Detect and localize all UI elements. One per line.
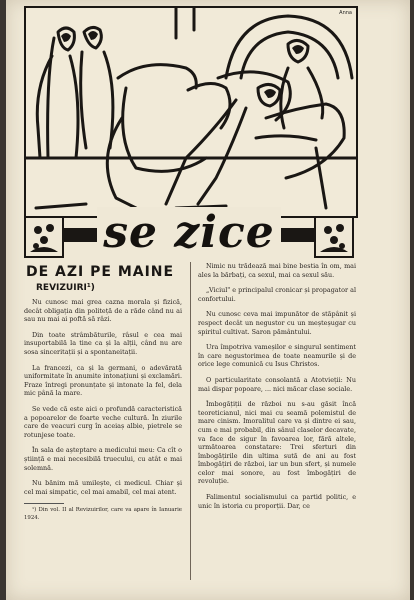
- article-subtitle: REVIZUIRI¹): [36, 283, 95, 293]
- paragraph: O particularitate consolantă a Atotvieții: Nu mai dispar popoare, ... nici măcar clase sociale.: [198, 375, 356, 393]
- section-masthead: [22, 207, 356, 258]
- paragraph: Falimentul socialismului ca partid politic, e unic în istoria cu proporții. Dar, ce: [198, 493, 356, 510]
- paragraph: La francezi, ca și la germani, o adevărată uniformitate în anumite intonațiuni și exclamări. Fraze întregi pronunțate și intonate la fel, dela mic până la mare.: [24, 363, 182, 398]
- paragraph: „Viciul" e principalul cronicar și propagator al confortului.: [198, 286, 356, 303]
- article-title: DE AZI PE MAINE: [26, 264, 175, 280]
- paragraph: Se vede că este aici o profundă caracteristică a popoarelor de foarte veche cultură. În ziurile care de veacuri curg în aceiaș albie, pietrele se rotunjese toate.: [24, 404, 182, 439]
- magazine-page: [6, 0, 410, 600]
- section-title: se zice: [66, 210, 312, 256]
- paragraph: Nu cunosc ceva mai impunător de stăpânit și respect decât un negustor cu un meșteșugar cu spiritul cultivat. Saron pământului.: [198, 310, 356, 336]
- footnote: ¹) Din vol. II al Revizuirilor, care va apare în Ianuarie 1924.: [24, 507, 182, 521]
- flower-ornament-icon: [314, 216, 354, 258]
- paragraph: Îmbogățiții de război nu s-au găsit încă teoreticianul, nici mai cu seamă polemistul de mare cinism. Imoralitul care va și dintre ei sau, cum e mai probabil, din sânul claselor decavate, va face de sigur în favoarea lor, fără altele, următoarea constatare: Trei sferturi din îmbogățirile din ultima sută de ani au fost îmbogățiri de război, iar un bun sfert, și numele celor mai sonore, au fost îmbogățiri de revoluție.: [198, 400, 356, 486]
- doctor-waiting-room-illustration: [26, 8, 356, 216]
- column-divider: [190, 262, 191, 580]
- paragraph: Din toate strâmbăturile, râsul e cea mai insuportabilă la tine ca și la alții, când nu are sosa sinceritații și a spontaneitații.: [24, 330, 182, 356]
- paragraph: Nimic nu trădează mai bine bestia în om, mai ales la bărbați, ca sexul, mai ca sexul său.: [198, 262, 356, 279]
- left-column: [24, 262, 182, 529]
- artist-signature: Anna: [339, 10, 352, 16]
- illustration-frame: [24, 6, 358, 218]
- footnote-rule: [24, 503, 64, 504]
- paragraph: În sala de așteptare a medicului meu: Ca cît o știință e mai necesibilă truecului, cu atât e mai solemnă.: [24, 446, 182, 472]
- paragraph: Nu bănim mă umilește, ci medicul. Chiar și cel mai simpatic, cel mai amabil, cel mai atent.: [24, 479, 182, 496]
- paragraph: Nu cunosc mai grea cazna morala și fizică, decât obligația din politeță de a răde când nu ai sau nu mai ai poftă să râzi.: [24, 298, 182, 324]
- right-column: [198, 262, 356, 517]
- flower-ornament-icon: [24, 216, 64, 258]
- paragraph: Ura împotriva vameșilor e singurul sentiment în care negustorimea de toate neamurile și de orice lege comunică cu Isus Christos.: [198, 343, 356, 369]
